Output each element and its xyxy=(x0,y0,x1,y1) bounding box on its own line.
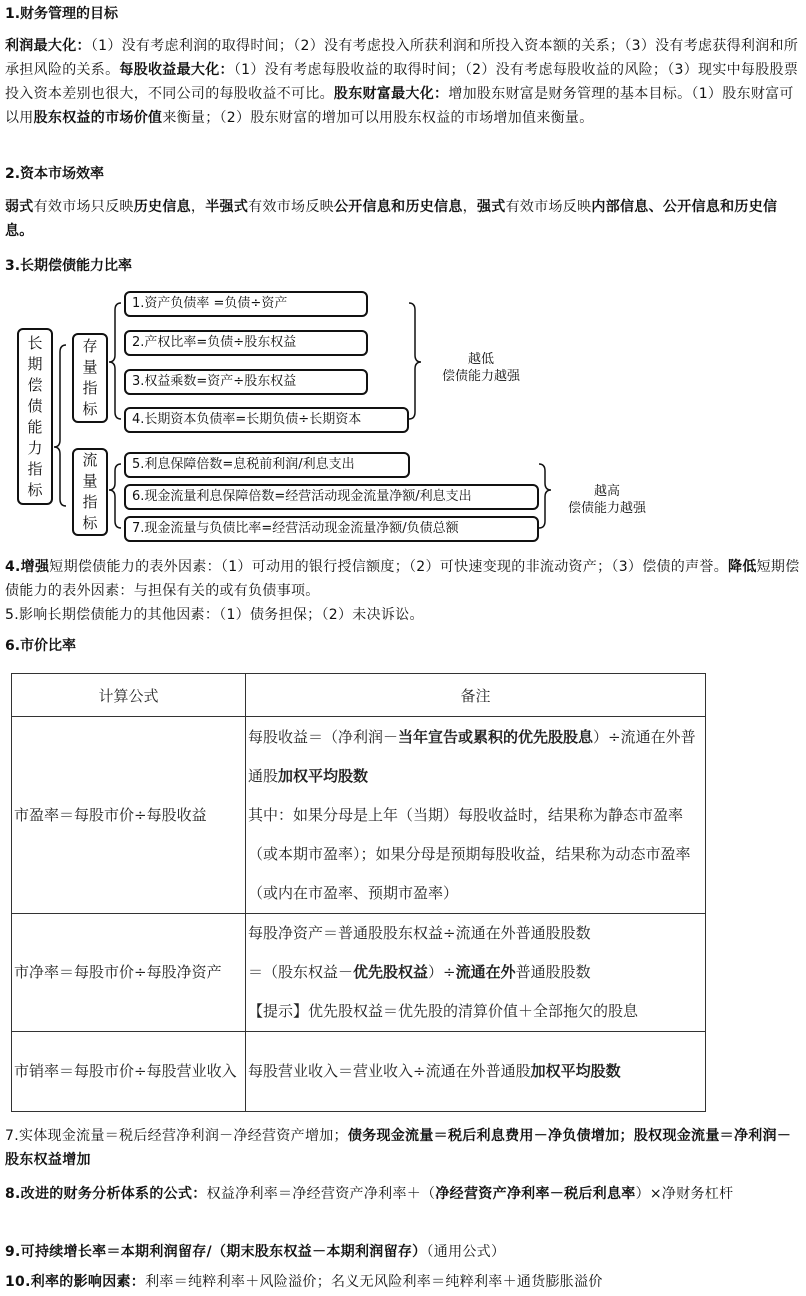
semi-strong-form: 半强式 xyxy=(205,199,249,215)
main-char: 指 xyxy=(27,459,43,478)
section-3-title: 3.长期偿债能力比率 xyxy=(5,258,133,274)
stock-char: 标 xyxy=(82,400,98,418)
pe-formula: 市盈率＝每股市价÷每股收益 xyxy=(12,717,246,914)
stock-char: 量 xyxy=(82,358,98,376)
lower-better-note xyxy=(426,351,536,385)
section-1-title: 1.财务管理的目标 xyxy=(5,6,119,22)
section-2-paragraph xyxy=(5,195,801,243)
s10-text: 利率＝纯粹利率＋风险溢价；名义无风险利率＝纯粹利率＋通货膨胀溢价 xyxy=(145,1274,603,1290)
main-char: 长 xyxy=(27,333,43,352)
header-formula: 计算公式 xyxy=(12,674,246,717)
ps-formula: 市销率＝每股市价÷每股营业收入 xyxy=(12,1032,246,1112)
main-char: 偿 xyxy=(27,375,43,394)
s2-bold-a: 历史信息 xyxy=(133,199,191,215)
s2-text-a: 有效市场只反映 xyxy=(33,199,134,215)
wealth-max-text: 增加股东财富是财务管理的基本目标。（1）股东财富可以用 xyxy=(5,86,794,126)
pb-note xyxy=(246,914,706,1032)
eps-max-label: 每股收益最大化： xyxy=(119,62,234,78)
wealth-max-bold: 股东权益的市场价值 xyxy=(33,110,163,126)
section-1-paragraph xyxy=(5,34,801,130)
s9-formula: 9.可持续增长率＝本期利润留存/（期末股东权益－本期利润留存） xyxy=(5,1244,427,1260)
market-ratio-table xyxy=(11,673,706,1112)
ratio-item-6: 6.现金流量利息保障倍数=经营活动现金流量净额/利息支出 xyxy=(124,484,539,510)
section-10-paragraph xyxy=(5,1270,801,1294)
wealth-max-tail: 来衡量；（2）股东财富的增加可以用股东权益的市场增加值来衡量。 xyxy=(162,110,594,126)
long-term-solvency-box xyxy=(17,328,53,505)
s2-text-b: 有效市场反映 xyxy=(248,199,334,215)
pb-formula: 市净率＝每股市价÷每股净资产 xyxy=(12,914,246,1032)
pb-note-a: 每股净资产＝普通股股东权益÷流通在外普通股股数 xyxy=(248,924,591,942)
s7-text-b: 债务现金流量＝税后利息费用－净负债增加；股权现金流量＝净利润－股东权益增加 xyxy=(5,1128,792,1168)
weak-form: 弱式 xyxy=(5,199,34,215)
main-char: 力 xyxy=(27,438,43,457)
table-header-row xyxy=(12,674,706,717)
flow-char: 量 xyxy=(82,472,98,490)
table-row xyxy=(12,914,706,1032)
s8-text-a: 权益净利率＝净经营资产净利率＋（ xyxy=(206,1186,436,1202)
pe-note-b: 当年宣告或累积的优先股股息 xyxy=(398,727,594,746)
ratio-item-3: 3.权益乘数=资产÷股东权益 xyxy=(124,369,368,395)
ratio-item-7: 7.现金流量与负债比率=经营活动现金流量净额/负债总额 xyxy=(124,516,539,542)
wealth-max-label: 股东财富最大化： xyxy=(333,86,449,102)
table-row xyxy=(12,1032,706,1112)
pb-note-c: 优先股权益 xyxy=(353,963,429,981)
pb-note-g: 【提示】优先股权益＝优先股的清算价值＋全部拖欠的股息 xyxy=(248,1002,639,1020)
stock-indicator-box xyxy=(72,333,108,423)
header-note: 备注 xyxy=(246,674,706,717)
stock-char: 存 xyxy=(82,337,98,355)
section-4-paragraph xyxy=(5,555,801,603)
s2-text-c: 有效市场反映 xyxy=(505,199,592,215)
section-2-title: 2.资本市场效率 xyxy=(5,166,105,182)
s10-label: 10.利率的影响因素： xyxy=(5,1274,146,1290)
higher-better-note xyxy=(552,483,662,517)
section-9-paragraph xyxy=(5,1240,801,1264)
pe-note xyxy=(246,717,706,914)
table-row xyxy=(12,717,706,914)
s8-text-c: ）×净财务杠杆 xyxy=(635,1186,734,1202)
s7-text-a: 7.实体现金流量＝税后经营净利润－净经营资产增加； xyxy=(5,1128,348,1144)
pb-note-e: 流通在外 xyxy=(455,963,516,981)
flow-indicator-box xyxy=(72,448,108,536)
section-7-paragraph xyxy=(5,1124,801,1172)
main-char: 期 xyxy=(27,354,43,373)
stock-char: 指 xyxy=(82,379,98,397)
s8-text-b: 净经营资产净利率－税后利息率 xyxy=(435,1186,636,1202)
s2-sep-a: ， xyxy=(190,199,206,215)
main-char: 债 xyxy=(27,396,43,415)
pe-note-c: ）÷流通在外普通股 xyxy=(248,727,696,785)
s4-label-a: 短期偿债能力的表外因素： xyxy=(49,559,221,575)
s5-text: （1）债务担保；（2）未决诉讼。 xyxy=(219,607,424,623)
pb-note-line2 xyxy=(248,953,703,992)
ratio-item-2: 2.产权比率=负债÷股东权益 xyxy=(124,330,368,356)
ps-note-b: 加权平均股数 xyxy=(530,1062,621,1080)
section-6-title: 6.市价比率 xyxy=(5,638,77,654)
note-line: 越高 xyxy=(593,484,620,499)
flow-char: 指 xyxy=(82,493,98,511)
ratio-item-1: 1.资产负债率 =负债÷资产 xyxy=(124,291,368,317)
pe-note-e: 其中：如果分母是上年（当期）每股收益时，结果称为静态市盈率（或本期市盈率）；如果分母是预期每股收益，结果称为动态市盈率（或内在市盈率、预期市盈率） xyxy=(248,805,691,902)
flow-char: 流 xyxy=(82,451,98,469)
section-5-paragraph xyxy=(5,603,801,627)
s9-note: （通用公式） xyxy=(426,1244,506,1260)
ps-note-a: 每股营业收入＝营业收入÷流通在外普通股 xyxy=(248,1062,531,1080)
s4-text-b: 与担保有关的或有负债事项。 xyxy=(133,583,320,599)
main-char: 标 xyxy=(27,480,43,499)
s2-bold-c: 内部信息、公开信息和历史信息。 xyxy=(5,199,778,239)
note-line: 越低 xyxy=(467,352,494,367)
pb-note-b: ＝（股东权益－ xyxy=(248,963,354,981)
ratio-item-5: 5.利息保障倍数=息税前利润/利息支出 xyxy=(124,452,410,478)
ratio-item-4: 4.长期资本负债率=长期负债÷长期资本 xyxy=(124,407,409,433)
pb-note-d: ）÷ xyxy=(428,963,456,981)
eps-max-text: （1）没有考虑每股收益的取得时间；（2）没有考虑每股收益的风险；（3）现实中每股股票投入资本差别也很大，不同公司的每股收益不可比。 xyxy=(5,62,799,102)
section-8-paragraph xyxy=(5,1182,801,1206)
s4-enhance: 增强 xyxy=(20,559,50,575)
pb-note-f: 普通股股数 xyxy=(515,963,591,981)
note-line: 偿债能力越强 xyxy=(567,501,646,516)
s8-label: 8.改进的财务分析体系的公式： xyxy=(5,1186,207,1202)
main-char: 能 xyxy=(27,417,43,436)
profit-max-label: 利润最大化： xyxy=(5,38,91,54)
profit-max-text: （1）没有考虑利润的取得时间；（2）没有考虑投入所获利润和所投入资本额的关系；（3）没有考虑获得利润和所承担风险的关系。 xyxy=(5,38,799,78)
pe-note-d: 加权平均股数 xyxy=(278,766,369,785)
s4-reduce: 降低 xyxy=(728,559,757,575)
s2-sep-b: ， xyxy=(462,199,477,215)
pe-note-a: 每股收益＝（净利润－ xyxy=(248,727,399,746)
note-line: 偿债能力越强 xyxy=(441,369,520,384)
s4-number: 4. xyxy=(5,559,21,575)
s5-label: 5.影响长期偿债能力的其他因素： xyxy=(5,607,220,623)
strong-form: 强式 xyxy=(476,199,506,215)
s4-label-b: 短期偿债能力的表外因素： xyxy=(5,559,800,599)
s2-bold-b: 公开信息和历史信息 xyxy=(333,199,463,215)
flow-char: 标 xyxy=(82,514,98,532)
ps-note xyxy=(246,1032,706,1112)
s4-text-a: （1）可动用的银行授信额度；（2）可快速变现的非流动资产；（3）偿债的声誉。 xyxy=(220,559,729,575)
